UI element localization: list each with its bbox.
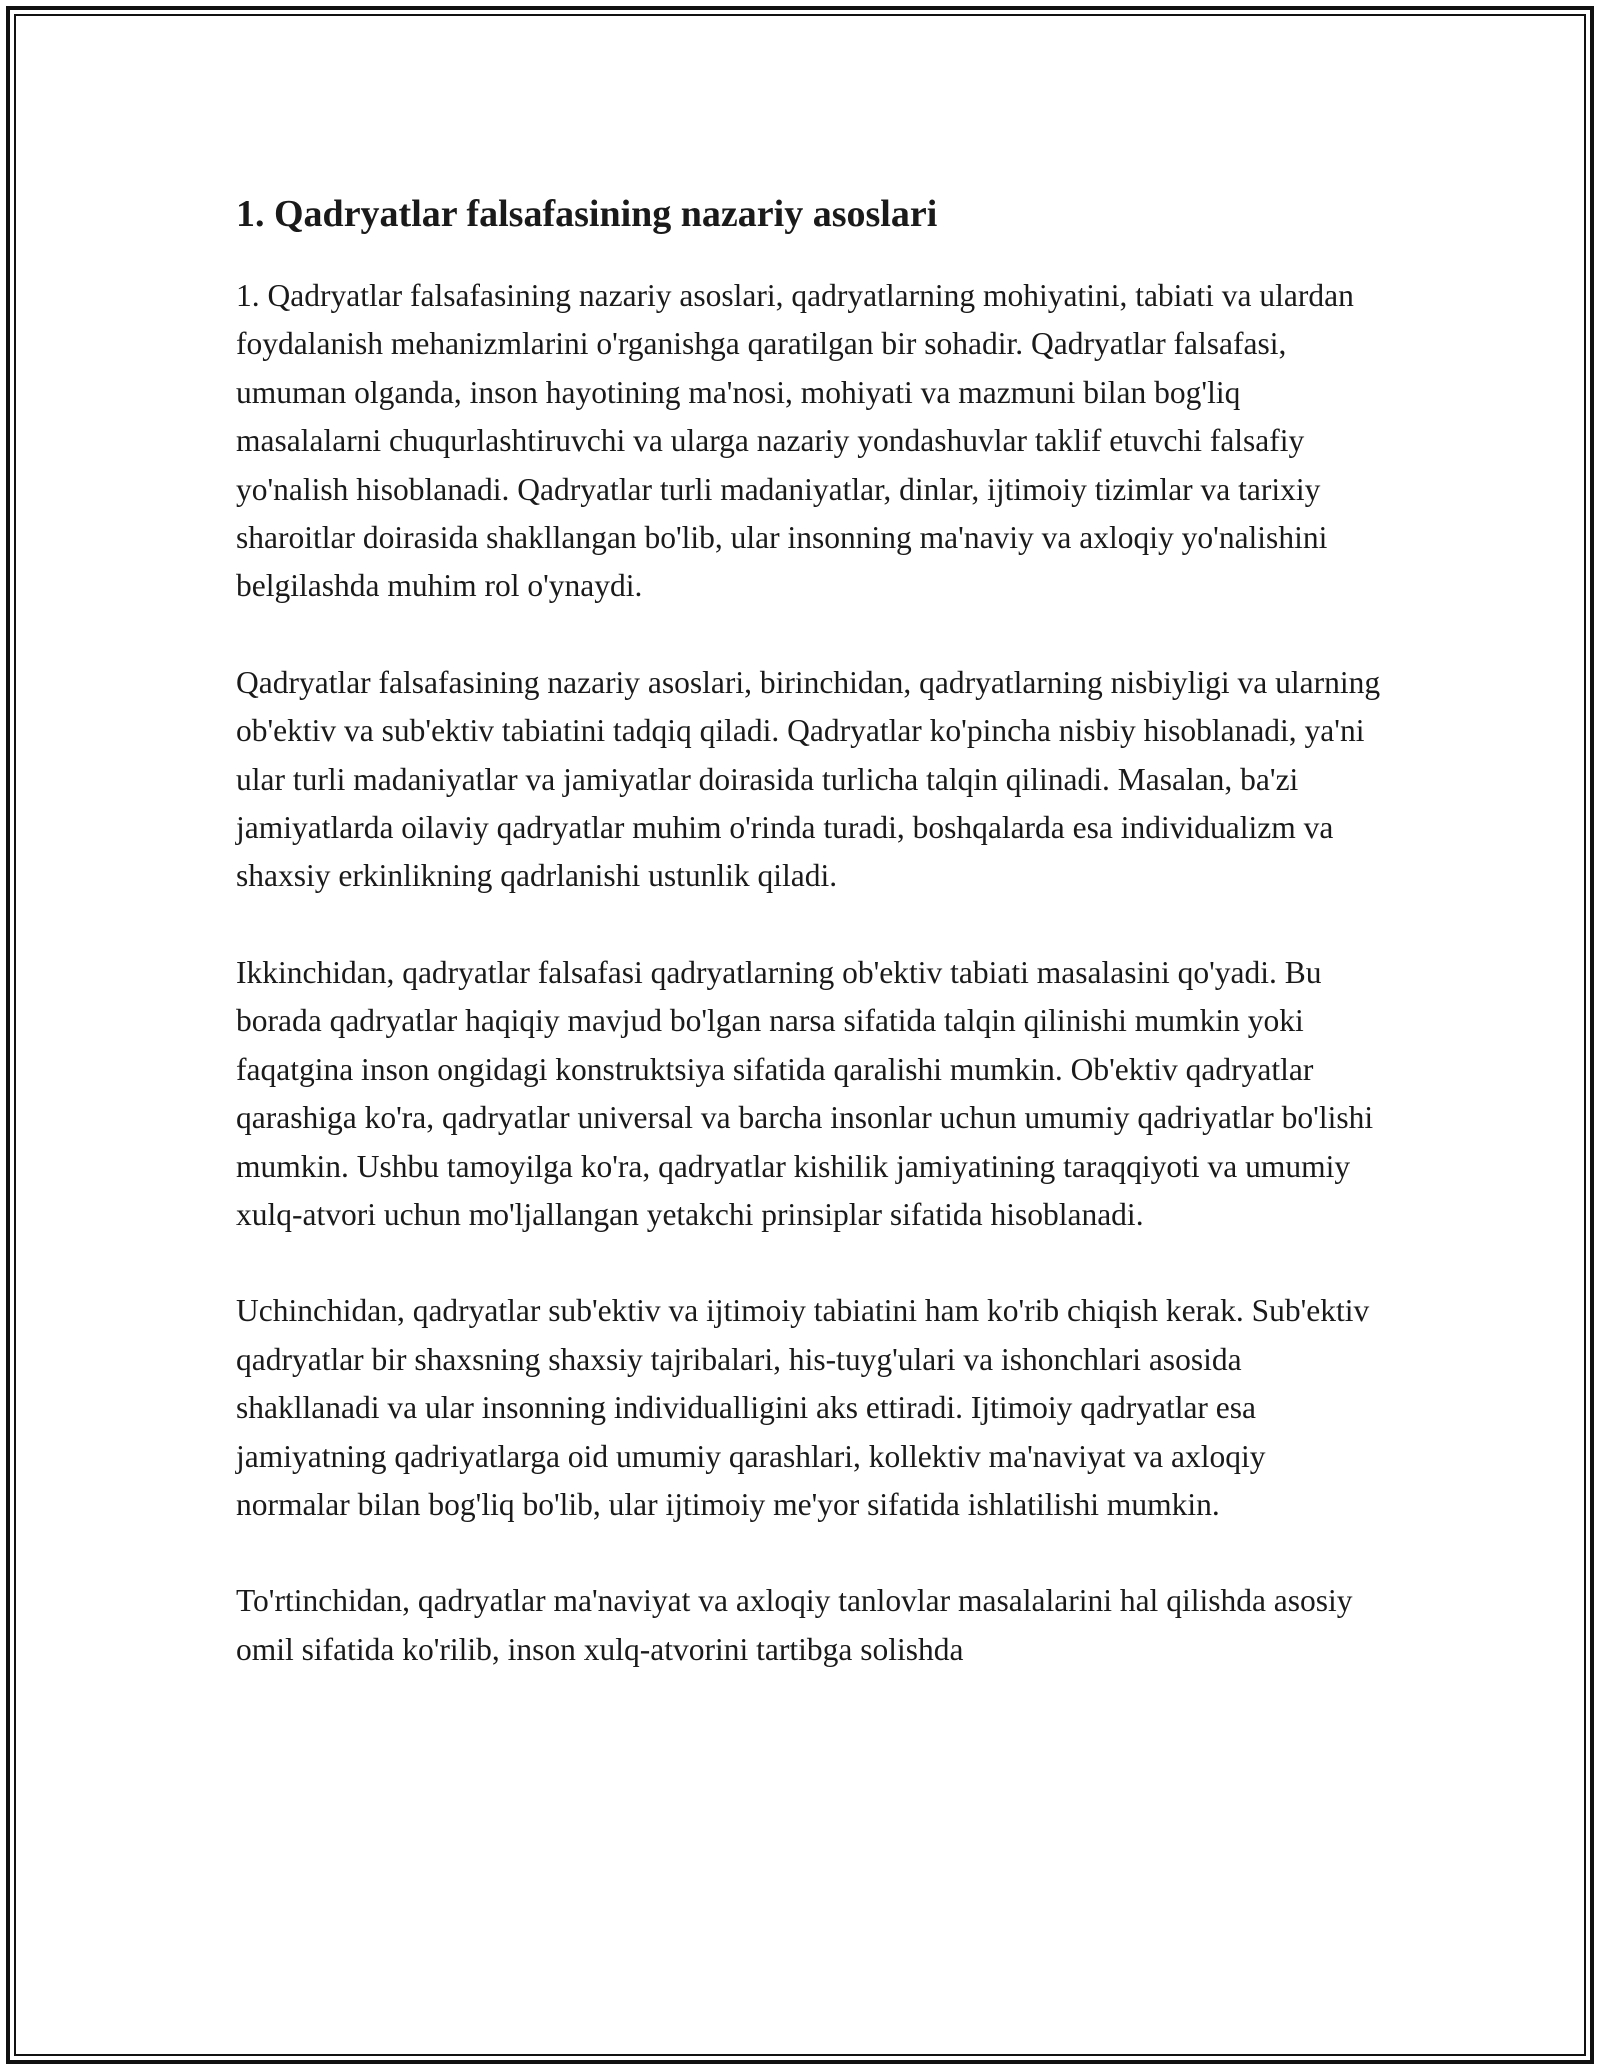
paragraph-1: 1. Qadryatlar falsafasining nazariy asoslari, qadryatlarning mohiyatini, tabiati va ulardan foydalanish mehanizmlarini o'rganishga qaratilgan bir sohadir. Qadryatlar falsafasi, umuman olganda, inson hayotining ma'nosi, mohiyati va mazmuni bilan bog'liq masalalarni chuqurlashtiruvchi va ularga nazariy yondashuvlar taklif etuvchi falsafiy yo'nalish hisoblanadi. Qadryatlar turli madaniyatlar, dinlar, ijtimoiy tizimlar va tarixiy sharoitlar doirasida shakllangan bo'lib, ular insonning ma'naviy va axloqiy yo'nalishini belgilashda muhim rol o'ynaydi. [236, 278, 1354, 604]
paragraph-3: Ikkinchidan, qadryatlar falsafasi qadryatlarning ob'ektiv tabiati masalasini qo'yadi. Bu borada qadryatlar haqiqiy mavjud bo'lgan narsa sifatida talqin qilinishi mumkin yoki faqatgina inson ongidagi konstruktsiya sifatida qaralishi mumkin. Ob'ektiv qadryatlar qarashiga ko'ra, qadryatlar universal va barcha insonlar uchun umumiy qadriyatlar bo'lishi mumkin. Ushbu tamoyilga ko'ra, qadryatlar kishilik jamiyatining taraqqiyoti va umumiy xulq-atvori uchun mo'ljallangan yetakchi prinsiplar sifatida hisoblanadi. [236, 954, 1374, 1232]
section-heading: 1. Qadryatlar falsafasining nazariy asoslari [236, 193, 938, 235]
paragraph-2: Qadryatlar falsafasining nazariy asoslari, birinchidan, qadryatlarning nisbiyligi va ularning ob'ektiv va sub'ektiv tabiatini tadqiq qiladi. Qadryatlar ko'pincha nisbiy hisoblanadi, ya'ni ular turli madaniyatlar va jamiyatlar doirasida turlicha talqin qilinadi. Masalan, ba'zi jamiyatlarda oilaviy qadryatlar muhim o'rinda turadi, boshqalarda esa individualizm va shaxsiy erkinlikning qadrlanishi ustunlik qiladi. [236, 664, 1381, 894]
paragraph-4: Uchinchidan, qadryatlar sub'ektiv va ijtimoiy tabiatini ham ko'rib chiqish kerak. Sub'ektiv qadryatlar bir shaxsning shaxsiy tajribalari, his-tuyg'ulari va ishonchlari asosida shakllanadi va ular insonning individualligini aks ettiradi. Ijtimoiy qadryatlar esa jamiyatning qadriyatlarga oid umumiy qarashlari, kollektiv ma'naviyat va axloqiy normalar bilan bog'liq bo'lib, ular ijtimoiy me'yor sifatida ishlatilishi mumkin. [236, 1293, 1370, 1522]
document-body [236, 186, 1386, 1722]
paragraph-5: To'rtinchidan, qadryatlar ma'naviyat va axloqiy tanlovlar masalalarini hal qilishda asosiy omil sifatida ko'rilib, inson xulq-atvorini tartibga solishda [236, 1583, 1353, 1667]
